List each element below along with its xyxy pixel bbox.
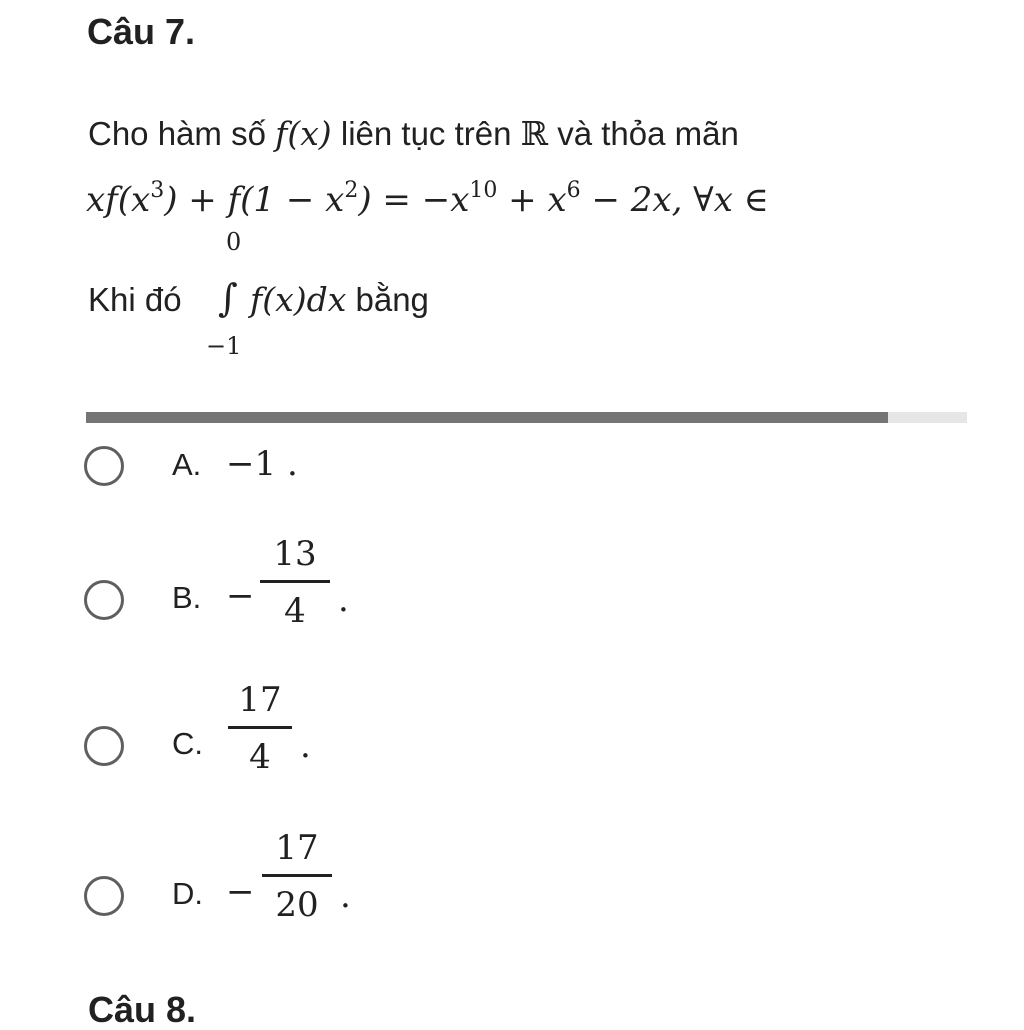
radio-button-b[interactable] [84,580,124,620]
option-b-fraction [260,534,330,631]
radio-button-c[interactable] [84,726,124,766]
eq-sup-2: 2 [344,178,359,203]
option-b-denominator: 4 [284,591,306,631]
option-a-end: . [286,444,298,484]
integral-suffix: bằng [355,281,429,318]
option-b-end: . [338,580,349,620]
option-d-letter: D. [172,876,203,911]
functional-equation [86,176,769,224]
option-a-sign: − [226,444,255,484]
next-question-title-partial: Câu 8. [88,989,197,1030]
integral-sign: ∫ [218,276,238,320]
integral-body [250,280,429,320]
function-fx: f(x) [275,114,332,153]
option-d[interactable] [84,828,964,938]
eq-part-4: + x [497,180,567,220]
option-c-letter: C. [172,726,203,761]
option-d-denominator: 20 [275,885,319,925]
eq-sup-4: 6 [566,178,581,203]
option-d-sign: − [226,872,255,912]
integral-upper-bound: 0 [226,228,242,256]
option-d-numerator: 17 [275,828,319,868]
option-b-numerator: 13 [273,534,317,574]
stem-mid-text: liên tục trên [340,115,512,152]
question-stem [88,114,739,154]
progress-fill [86,412,888,423]
option-a-value [226,444,298,484]
option-d-fraction-bar [262,874,332,877]
option-c-denominator: 4 [249,737,271,777]
eq-sup-3: 10 [469,178,498,203]
option-c-numerator: 17 [238,680,282,720]
integral-lower-bound: −1 [206,332,242,360]
radio-button-a[interactable] [84,446,124,486]
eq-part-2: ) + f(1 − x [164,180,345,220]
option-b-sign: − [226,576,255,616]
question-title: Câu 7. [87,11,196,52]
eq-part-1: xf(x [86,180,151,220]
eq-part-5: − 2x, ∀x ∈ [580,180,769,220]
option-d-end: . [340,876,351,916]
eq-part-3: ) = −x [358,180,470,220]
option-c-end: . [300,726,311,766]
stem-end-text: và thỏa mãn [557,115,739,152]
option-c-fraction [228,680,292,777]
integrand: f(x)dx [250,280,347,319]
stem-text: Cho hàm số [88,115,266,152]
option-b[interactable] [84,534,964,644]
option-d-fraction [262,828,332,925]
option-c-fraction-bar [228,726,292,729]
option-c[interactable] [84,680,964,790]
progress-track [86,412,967,423]
option-a-number: 1 [254,444,277,484]
option-a-letter: A. [172,447,202,482]
option-b-fraction-bar [260,580,330,583]
eq-sup-1: 3 [150,178,165,203]
khi-do-text: Khi đó [88,281,182,318]
reals-symbol: ℝ [520,114,549,153]
option-b-letter: B. [172,580,202,615]
radio-button-d[interactable] [84,876,124,916]
